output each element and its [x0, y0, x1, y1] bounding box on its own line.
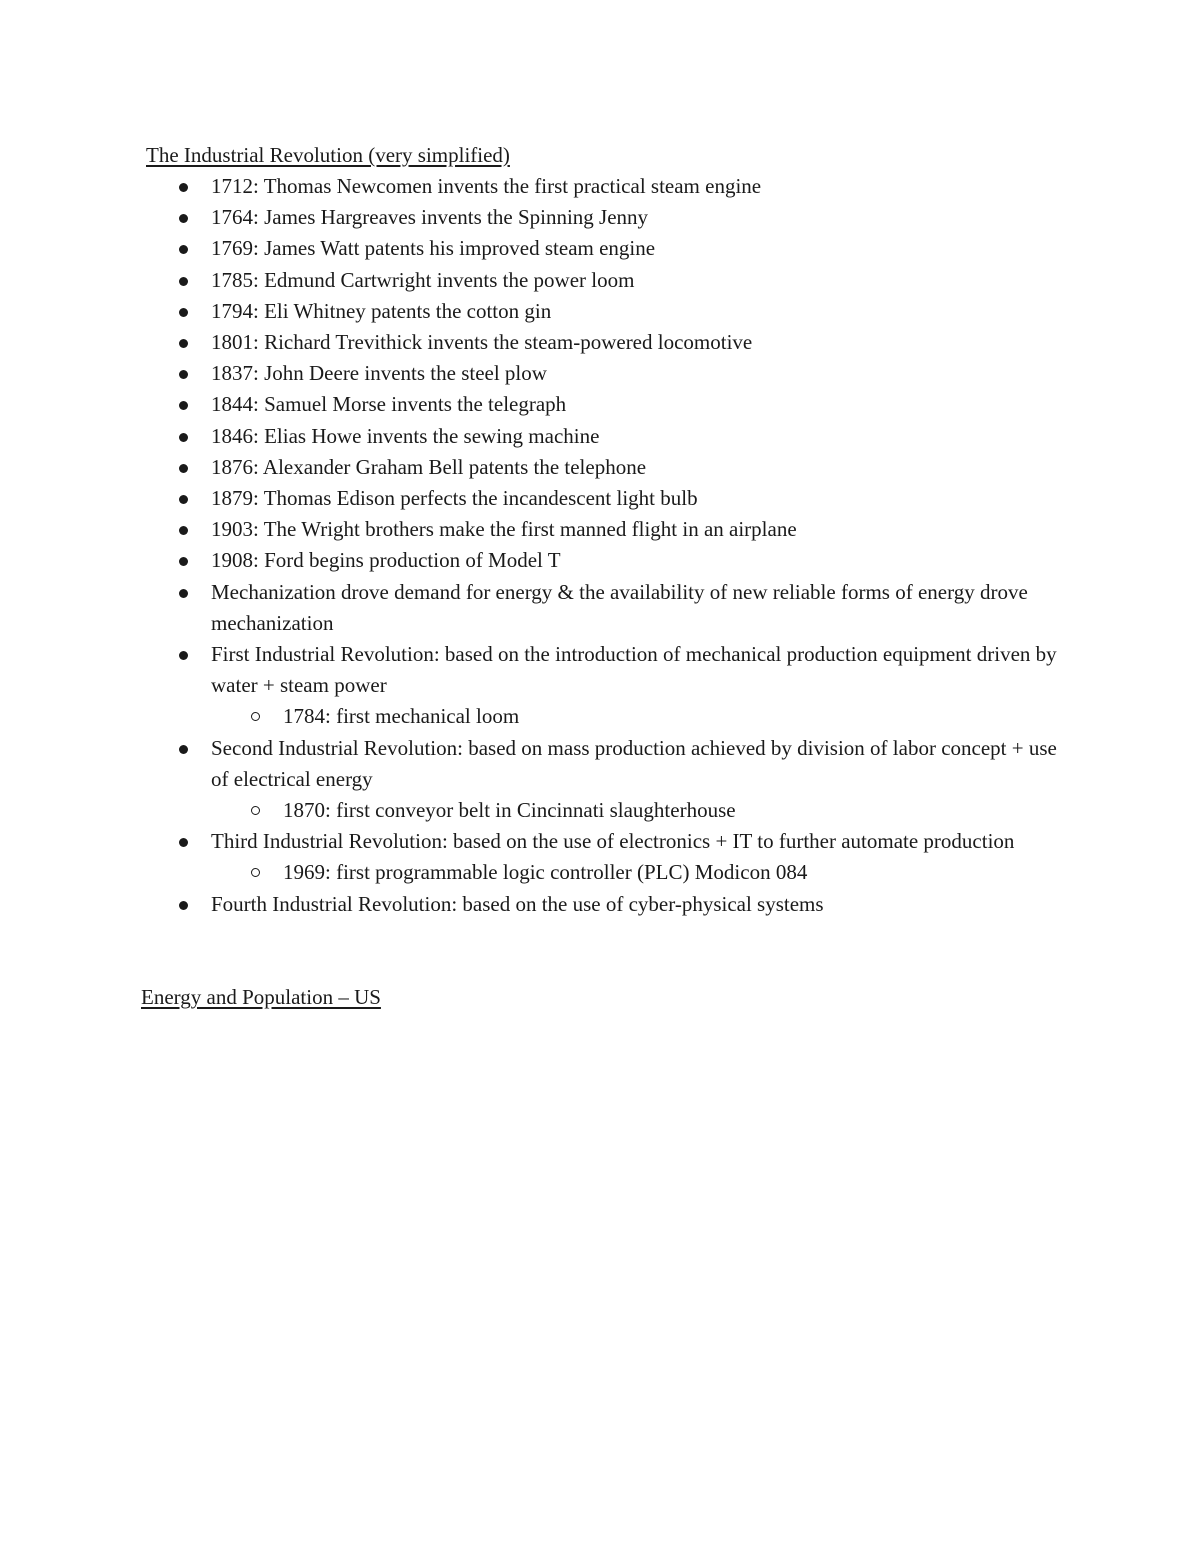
bullet-icon [179, 745, 188, 754]
section-heading-industrial-revolution: The Industrial Revolution (very simplified) [146, 143, 510, 167]
list-item [0, 265, 1060, 296]
bullet-list [0, 171, 1060, 920]
list-item-text: First Industrial Revolution: based on the introduction of mechanical production equipment driven by water + steam power [211, 642, 1057, 698]
bullet-icon [179, 277, 188, 286]
list-item-text: 1837: John Deere invents the steel plow [211, 361, 547, 386]
bullet-icon [179, 308, 188, 317]
bullet-icon [179, 838, 188, 847]
bullet-icon [179, 651, 188, 660]
list-item-text: 1785: Edmund Cartwright invents the power loom [211, 267, 635, 292]
list-item [0, 483, 1060, 514]
sub-list-item-text: 1870: first conveyor belt in Cincinnati slaughterhouse [283, 798, 736, 823]
list-item-text: 1712: Thomas Newcomen invents the first practical steam engine [211, 174, 762, 198]
list-item [0, 733, 1060, 827]
bullet-icon [179, 245, 188, 254]
list-item-text: Third Industrial Revolution: based on the use of electronics + IT to further automate production [211, 829, 1015, 854]
list-item [0, 577, 1060, 639]
list-item [0, 296, 1060, 327]
list-item [0, 171, 1060, 202]
list-item [0, 233, 1060, 264]
sub-list-item [211, 795, 1060, 826]
list-item-text: Fourth Industrial Revolution: based on the use of cyber-physical systems [211, 891, 824, 916]
sub-list [211, 795, 1060, 826]
list-item-text: 1769: James Watt patents his improved steam engine [211, 236, 656, 261]
list-item [0, 639, 1060, 733]
list-item-text: 1764: James Hargreaves invents the Spinning Jenny [211, 205, 649, 230]
sub-list-item [211, 701, 1060, 732]
bullet-icon [179, 464, 188, 473]
list-item-text: 1794: Eli Whitney patents the cotton gin [211, 298, 552, 323]
sub-list-item-text: 1784: first mechanical loom [283, 704, 520, 729]
list-item-text: Second Industrial Revolution: based on mass production achieved by division of labor concept + use of electrical energy [211, 735, 1057, 791]
sub-list-item [211, 857, 1060, 888]
list-item [0, 389, 1060, 420]
list-item-text: 1903: The Wright brothers make the first manned flight in an airplane [211, 517, 797, 542]
bullet-icon [179, 557, 188, 566]
bullet-icon [179, 495, 188, 504]
list-item-text: Mechanization drove demand for energy & the availability of new reliable forms of energy drove mechanization [211, 579, 1028, 635]
bullet-icon [179, 183, 188, 192]
list-item [0, 202, 1060, 233]
bullet-icon [179, 433, 188, 442]
list-item [0, 421, 1060, 452]
list-item [0, 514, 1060, 545]
bullet-icon [179, 339, 188, 348]
list-item [0, 452, 1060, 483]
list-item [0, 826, 1060, 888]
list-item [0, 545, 1060, 576]
list-item [0, 327, 1060, 358]
list-item-text: 1908: Ford begins production of Model T [211, 548, 561, 573]
list-item [0, 358, 1060, 389]
list-item [0, 889, 1060, 920]
bullet-icon [179, 214, 188, 223]
bullet-icon [179, 370, 188, 379]
list-item-text: 1844: Samuel Morse invents the telegraph [211, 392, 567, 417]
sub-list [211, 857, 1060, 888]
hollow-bullet-icon [251, 712, 260, 721]
bullet-icon [179, 401, 188, 410]
bullet-icon [179, 589, 188, 598]
list-item-text: 1879: Thomas Edison perfects the incandescent light bulb [211, 486, 698, 511]
bullet-icon [179, 901, 188, 910]
sub-list [211, 701, 1060, 732]
list-item-text: 1846: Elias Howe invents the sewing machine [211, 423, 600, 448]
section-heading-energy-population: Energy and Population – US [141, 985, 381, 1009]
hollow-bullet-icon [251, 806, 260, 815]
bullet-icon [179, 526, 188, 535]
list-item-text: 1801: Richard Trevithick invents the steam-powered locomotive [211, 330, 753, 355]
hollow-bullet-icon [251, 868, 260, 877]
sub-list-item-text: 1969: first programmable logic controller (PLC) Modicon 084 [283, 860, 808, 885]
list-item-text: 1876: Alexander Graham Bell patents the telephone [211, 454, 647, 479]
